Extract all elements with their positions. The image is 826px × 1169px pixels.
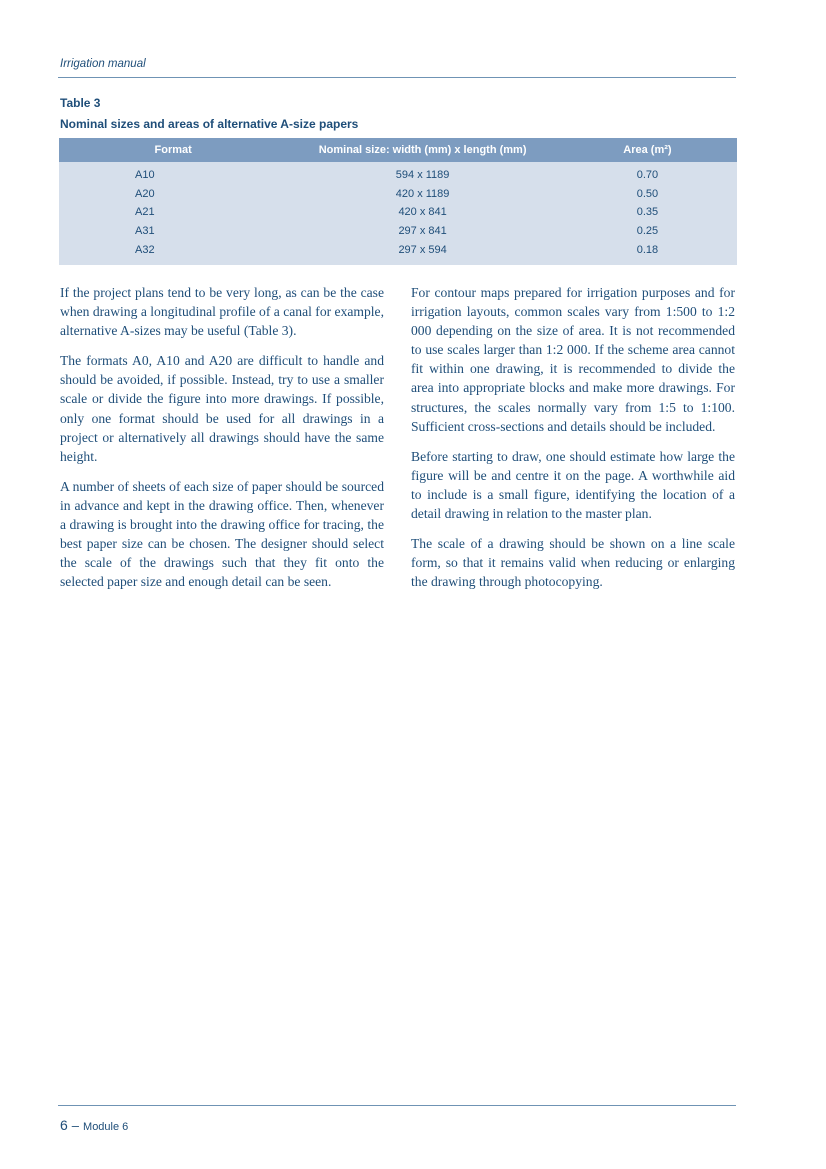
column-header-nominal-size: Nominal size: width (mm) x length (mm): [287, 138, 557, 162]
cell-area: 0.70: [558, 162, 737, 185]
paragraph: For contour maps prepared for irrigation purposes and for irrigation layouts, common scales vary from 1:500 to 1:2 000 depending on the size of area. It is not recommended to use scales larger than 1:2 000. If the scheme area cannot fit within one drawing, it is recommended to divide the area into appropriate blocks and make more drawings. For structures, the scales normally vary from 1:5 to 1:100. Sufficient cross-sections and details should be included.: [411, 285, 735, 434]
cell-format: A10: [59, 162, 287, 185]
footer-rule: [58, 1105, 736, 1106]
page-footer: [60, 1117, 128, 1135]
body-column-left: [60, 283, 384, 602]
cell-nominal-size: 297 x 594: [287, 240, 557, 265]
paragraph: Before starting to draw, one should estimate how large the figure will be and centre it on the page. A worthwhile aid to include is a small figure, identifying the location of a detail drawing in relation to the master plan.: [411, 448, 735, 522]
paragraph: If the project plans tend to be very long, as can be the case when drawing a longitudinal profile of a canal for example, alternative A-sizes may be useful (Table 3).: [60, 285, 384, 339]
footer-dash: –: [71, 1118, 80, 1133]
table-row: [59, 162, 737, 185]
table-row: [59, 222, 737, 241]
cell-format: A31: [59, 222, 287, 241]
table-caption: Nominal sizes and areas of alternative A-size papers: [60, 117, 359, 131]
cell-format: A32: [59, 240, 287, 265]
page-number: 6: [60, 1117, 68, 1133]
body-column-right: [411, 283, 735, 602]
paper-sizes-table: [59, 138, 737, 265]
column-header-area: Area (m²): [558, 138, 737, 162]
cell-nominal-size: 594 x 1189: [287, 162, 557, 185]
paragraph: The scale of a drawing should be shown on a line scale form, so that it remains valid when reducing or enlarging the drawing through photocopying.: [411, 536, 735, 590]
cell-area: 0.35: [558, 203, 737, 222]
column-header-format: Format: [59, 138, 287, 162]
cell-format: A21: [59, 203, 287, 222]
table-row: [59, 203, 737, 222]
paragraph: A number of sheets of each size of paper should be sourced in advance and kept in the drawing office. Then, whenever a drawing is brought into the drawing office for tracing, the best paper size can be chosen. The designer should select the scale of the drawings such that they fit onto the selected paper size and enough detail can be seen.: [60, 478, 384, 590]
cell-area: 0.25: [558, 222, 737, 241]
module-label: Module 6: [83, 1121, 129, 1133]
cell-nominal-size: 420 x 841: [287, 203, 557, 222]
cell-nominal-size: 420 x 1189: [287, 185, 557, 204]
table-row: [59, 185, 737, 204]
running-header: Irrigation manual: [60, 58, 146, 70]
table-header-row: [59, 138, 737, 162]
paragraph: The formats A0, A10 and A20 are difficult to handle and should be avoided, if possible. Instead, try to use a smaller scale or divide the figure into more drawings. If possible, only one format should be used for all drawings in a project or alternatively all drawings should have the same height.: [60, 353, 384, 464]
cell-area: 0.18: [558, 240, 737, 265]
cell-format: A20: [59, 185, 287, 204]
header-rule: [58, 77, 736, 78]
cell-area: 0.50: [558, 185, 737, 204]
table-label: Table 3: [60, 96, 101, 110]
cell-nominal-size: 297 x 841: [287, 222, 557, 241]
table-row: [59, 240, 737, 265]
